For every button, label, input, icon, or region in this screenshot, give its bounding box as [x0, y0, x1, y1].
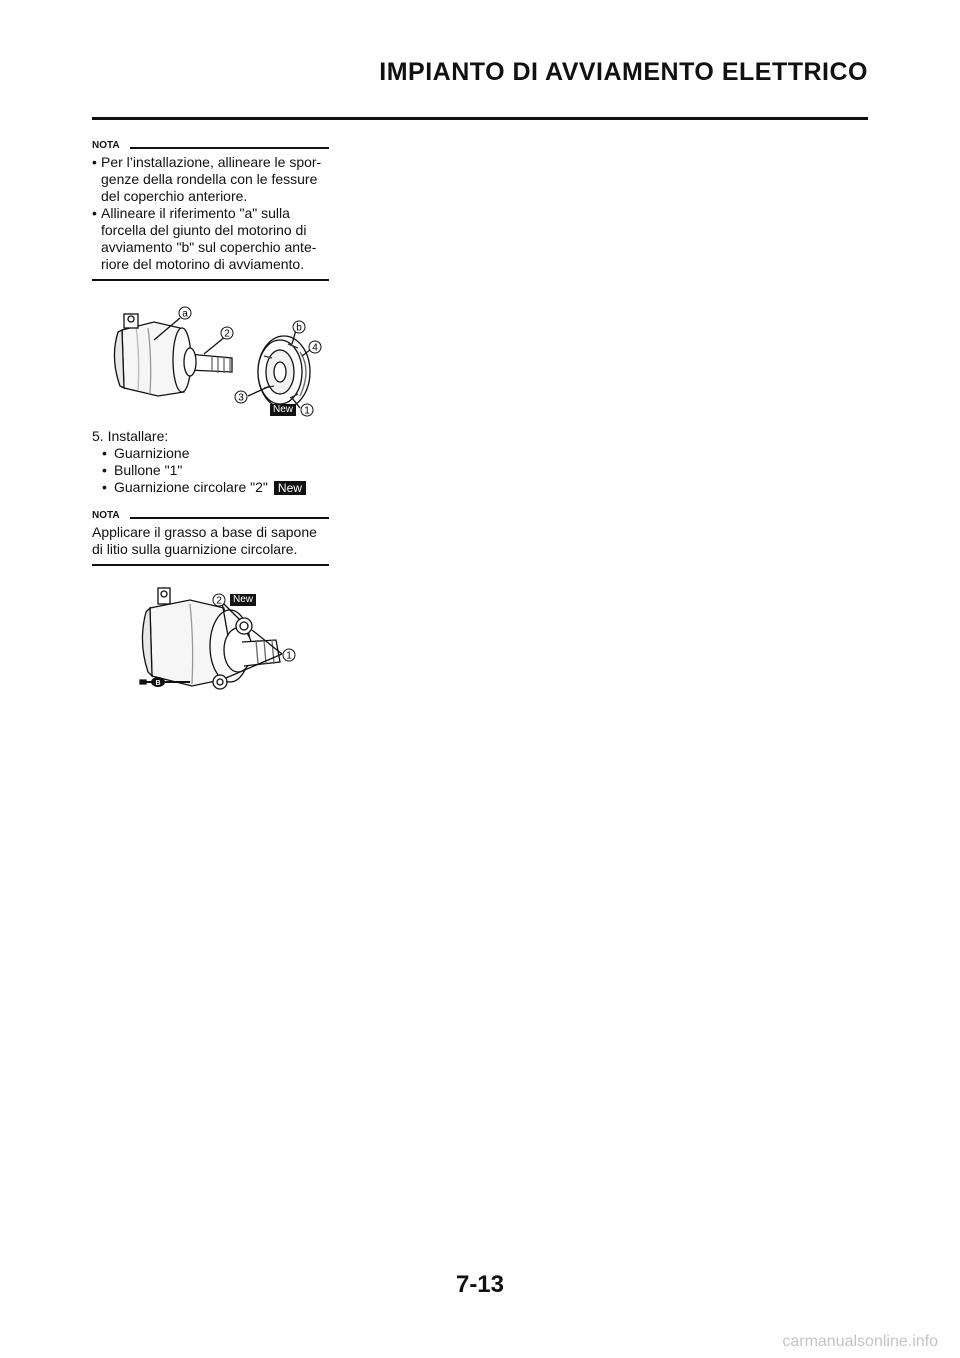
note-header-rule: [130, 517, 329, 519]
header-rule: [92, 117, 868, 120]
note-label: NOTA: [92, 510, 124, 522]
page-title: IMPIANTO DI AVVIAMENTO ELETTRICO: [379, 58, 868, 86]
callout-4: [308, 340, 322, 354]
callout-2-text: 2: [216, 595, 222, 607]
callout-a: [178, 306, 192, 320]
callout-1: [300, 403, 314, 417]
callout-a-text: a: [182, 308, 188, 320]
note-header: [92, 140, 329, 154]
step-item: • Bullone "1": [92, 462, 332, 479]
note-body: [92, 154, 329, 273]
note-box-alignment: [92, 140, 329, 281]
page-number: 7-13: [455, 1271, 505, 1298]
callout-2: [220, 326, 234, 340]
note-bullet: • Allineare il riferimento "a" sulla forcella del giunto del motorino di avviamento "b" sul coperchio ante-riore del motorino di avviamento.: [92, 205, 329, 273]
note-bullet: • Per l’installazione, allineare le spor-genze della rondella con le fessure del coperchio anteriore.: [92, 154, 329, 205]
note-body: Applicare il grasso a base di sapone di litio sulla guarnizione circolare.: [92, 524, 317, 557]
new-badge: New: [270, 404, 296, 416]
note-box-grease: [92, 510, 329, 566]
note-header: [92, 510, 329, 524]
new-badge: New: [230, 594, 256, 606]
watermark: carmanualsonline.info: [782, 1333, 938, 1350]
new-badge: New: [274, 481, 306, 495]
callout-1-text: 1: [304, 405, 310, 417]
step-item: [92, 479, 332, 496]
note-footer-rule: [92, 564, 329, 566]
callout-b-text: b: [296, 322, 302, 334]
note-footer-rule: [92, 279, 329, 281]
callout-3: [234, 390, 248, 404]
callout-2-text: 2: [224, 328, 230, 340]
step-5: [92, 428, 332, 496]
grease-symbol-text: B: [155, 680, 161, 687]
callout-3-text: 3: [238, 392, 244, 404]
note-header-rule: [130, 147, 329, 149]
starter-motor-front-cover-illustration: [92, 296, 332, 420]
callout-1: [282, 648, 296, 662]
callout-2: [212, 593, 226, 607]
callout-4-text: 4: [312, 342, 318, 354]
callout-b: [292, 320, 306, 334]
step-item-text: Guarnizione circolare "2": [114, 479, 268, 495]
step-heading: 5. Installare:: [92, 428, 169, 444]
step-item: • Guarnizione: [92, 445, 332, 462]
callout-1-text: 1: [286, 650, 292, 662]
note-label: NOTA: [92, 140, 124, 152]
